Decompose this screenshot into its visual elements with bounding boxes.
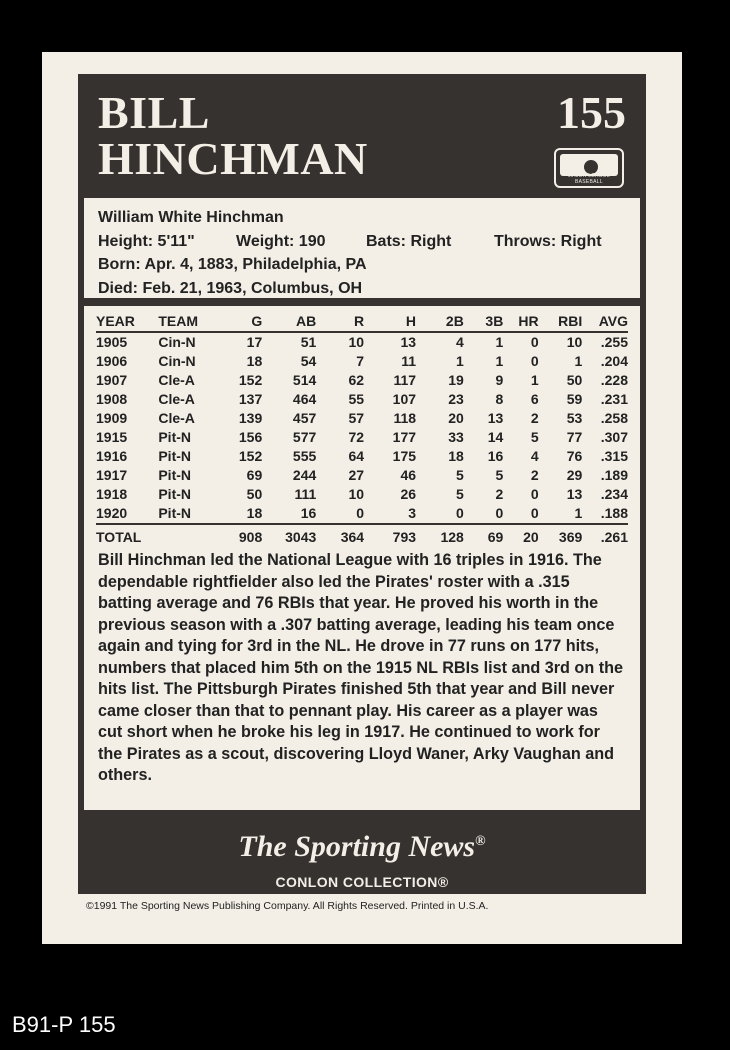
table-cell: .234	[600, 486, 628, 502]
table-cell: 1	[574, 353, 583, 369]
table-cell: 908	[238, 529, 263, 545]
table-cell: Pit-N	[158, 429, 192, 445]
table-cell: 55	[348, 391, 365, 407]
table-cell: 46	[400, 467, 417, 483]
table-cell: 64	[348, 448, 365, 464]
brand-name: The Sporting News	[238, 830, 476, 863]
table-cell: 10	[566, 334, 583, 350]
col-3b: 3B	[485, 313, 504, 329]
table-cell: 137	[238, 391, 263, 407]
table-cell: Cle-A	[158, 372, 195, 388]
table-cell: 0	[530, 505, 539, 521]
table-cell: 1	[530, 372, 539, 388]
table-cell: .231	[600, 391, 628, 407]
table-cell: 62	[348, 372, 365, 388]
col-avg: AVG	[598, 313, 628, 329]
col-year: YEAR	[96, 313, 135, 329]
table-cell: 7	[356, 353, 365, 369]
throws: Throws: Right	[494, 232, 602, 250]
player-name	[98, 87, 368, 184]
table-cell: 72	[348, 429, 365, 445]
col-team: TEAM	[158, 313, 199, 329]
table-cell: 3043	[285, 529, 317, 545]
sporting-news-logo	[78, 830, 646, 864]
table-cell: .228	[600, 372, 628, 388]
col-rbi: RBI	[558, 313, 583, 329]
table-cell: 18	[246, 505, 263, 521]
table-cell: 5	[530, 429, 539, 445]
inventory-label: B91-P 155	[12, 1012, 116, 1037]
career-summary: Bill Hinchman led the National League with 16 triples in 1916. The dependable rightfielder also led the Pirates' roster with a .315 batting average and 76 RBIs that year. He proved his worth in the previous season with a .307 batting average, leading his team once again and tying for 3rd in the NL. He drove in 77 runs on 177 hits, numbers that placed him 5th on the 1915 NL RBIs list and 3rd on the hits list. The Pittsburgh Pirates finished 5th that year and Bill never came closer than that to pennant play. His career as a player was cut short when he broke his leg in 1917. He continued to work for the Pirates as a scout, discovering Lloyd Waner, Arky Vaughan and others.	[84, 548, 640, 810]
table-cell: 793	[392, 529, 417, 545]
table-cell: 19	[448, 372, 464, 388]
table-cell: 364	[340, 529, 365, 545]
col-ab: AB	[296, 313, 317, 329]
height: Height: 5'11"	[98, 232, 195, 250]
table-cell: 13	[566, 486, 583, 502]
table-cell: 69	[487, 529, 504, 545]
table-cell: 9	[495, 372, 504, 388]
stats-table	[96, 312, 628, 549]
full-name: William White Hinchman	[98, 209, 284, 226]
table-cell: 57	[348, 410, 365, 426]
col-hr: HR	[518, 313, 539, 329]
table-cell: .307	[600, 429, 628, 445]
table-cell: 457	[292, 410, 317, 426]
table-cell: 26	[400, 486, 417, 502]
table-cell: 1908	[96, 391, 128, 407]
table-cell: 18	[448, 448, 464, 464]
col-g: G	[251, 313, 263, 329]
table-cell: 2	[530, 467, 539, 483]
table-row	[96, 466, 628, 485]
table-cell: Cle-A	[158, 410, 195, 426]
table-cell: 6	[530, 391, 539, 407]
table-cell: 1905	[96, 334, 128, 350]
bio-box	[84, 198, 640, 298]
card-panel	[78, 74, 646, 894]
table-cell: 16	[300, 505, 317, 521]
table-cell: Cin-N	[158, 353, 196, 369]
player-last-name: HINCHMAN	[98, 133, 368, 184]
table-cell: .204	[600, 353, 628, 369]
table-cell	[158, 524, 222, 549]
table-cell: 20	[523, 529, 539, 545]
stats-box	[84, 306, 640, 548]
table-cell: 111	[294, 486, 317, 502]
table-cell: 29	[566, 467, 583, 483]
table-cell: 69	[246, 467, 263, 483]
table-cell: 152	[238, 448, 263, 464]
stats-total-row	[96, 524, 628, 549]
table-cell: 23	[448, 391, 464, 407]
table-cell: Pit-N	[158, 448, 192, 464]
table-cell: 16	[487, 448, 504, 464]
table-cell: TOTAL	[96, 529, 142, 545]
table-cell: 51	[300, 334, 317, 350]
card-back	[42, 52, 682, 944]
card-number: 155	[557, 87, 626, 138]
table-cell: .189	[600, 467, 628, 483]
table-row	[96, 332, 628, 352]
table-cell: 8	[495, 391, 504, 407]
table-cell: 13	[487, 410, 504, 426]
table-row	[96, 504, 628, 524]
table-cell: Cin-N	[158, 334, 196, 350]
table-cell: 4	[530, 448, 539, 464]
table-cell: Pit-N	[158, 486, 192, 502]
table-cell: 1915	[96, 429, 128, 445]
table-cell: 1906	[96, 353, 128, 369]
table-cell: 33	[448, 429, 464, 445]
table-cell: 1916	[96, 448, 128, 464]
table-cell: Pit-N	[158, 467, 192, 483]
col-2b: 2B	[445, 313, 464, 329]
table-cell: 1	[456, 353, 464, 369]
table-cell: .315	[600, 448, 628, 464]
table-cell: Pit-N	[158, 505, 192, 521]
table-cell: 107	[392, 391, 417, 407]
table-cell: 20	[448, 410, 464, 426]
table-cell: 1917	[96, 467, 128, 483]
table-row	[96, 409, 628, 428]
stats-header-row	[96, 312, 628, 332]
table-cell: .258	[600, 410, 628, 426]
brand-registered-mark: ®	[475, 834, 486, 849]
table-cell: 139	[238, 410, 263, 426]
table-cell: 53	[566, 410, 583, 426]
table-row	[96, 447, 628, 466]
table-cell: 14	[487, 429, 504, 445]
table-cell: 156	[238, 429, 263, 445]
table-cell: 3	[408, 505, 417, 521]
table-cell: 1920	[96, 505, 128, 521]
table-cell: .261	[600, 529, 628, 545]
table-cell: 76	[566, 448, 583, 464]
bats: Bats: Right	[366, 232, 452, 250]
table-cell: 54	[300, 353, 317, 369]
table-cell: 1907	[96, 372, 128, 388]
table-cell: 369	[558, 529, 583, 545]
table-cell: 27	[348, 467, 365, 483]
table-row	[96, 428, 628, 447]
copyright-line: ©1991 The Sporting News Publishing Company. All Rights Reserved. Printed in U.S.A.	[86, 900, 489, 912]
table-cell: 175	[392, 448, 417, 464]
table-cell: 4	[456, 334, 464, 350]
table-cell: .255	[600, 334, 628, 350]
table-cell: 0	[456, 505, 464, 521]
table-cell: 0	[530, 334, 539, 350]
table-cell: 514	[292, 372, 317, 388]
table-cell: 13	[400, 334, 417, 350]
table-cell: 50	[246, 486, 263, 502]
table-row	[96, 352, 628, 371]
died: Died: Feb. 21, 1963, Columbus, OH	[98, 279, 363, 297]
table-cell: 77	[566, 429, 583, 445]
table-cell: 59	[566, 391, 583, 407]
table-cell: 2	[530, 410, 539, 426]
table-cell: 5	[456, 467, 464, 483]
table-cell: 1909	[96, 410, 128, 426]
col-r: R	[353, 313, 365, 329]
table-cell: 128	[440, 529, 464, 545]
table-cell: 5	[495, 467, 504, 483]
born: Born: Apr. 4, 1883, Philadelphia, PA	[98, 256, 367, 273]
table-row	[96, 485, 628, 504]
table-cell: 50	[566, 372, 583, 388]
table-cell: 577	[292, 429, 317, 445]
table-cell: 5	[456, 486, 464, 502]
table-cell: 1	[495, 353, 504, 369]
table-cell: 11	[401, 353, 417, 369]
conlon-collection: CONLON COLLECTION®	[275, 874, 449, 890]
table-cell: 464	[292, 391, 317, 407]
table-cell: Cle-A	[158, 391, 195, 407]
table-cell: 555	[292, 448, 317, 464]
table-row	[96, 371, 628, 390]
table-cell: 18	[246, 353, 263, 369]
player-first-name: BILL	[98, 87, 210, 138]
table-cell: 10	[348, 486, 365, 502]
table-cell: 1	[574, 505, 583, 521]
table-cell: 117	[393, 372, 417, 388]
weight: Weight: 190	[236, 232, 326, 250]
table-cell: 0	[530, 353, 539, 369]
table-cell: 0	[530, 486, 539, 502]
table-cell: 10	[348, 334, 365, 350]
table-cell: 2	[495, 486, 504, 502]
table-cell: 17	[246, 334, 263, 350]
table-row	[96, 390, 628, 409]
col-h: H	[405, 313, 417, 329]
table-cell: .188	[600, 505, 628, 521]
table-cell: 152	[238, 372, 263, 388]
table-cell: 1918	[96, 486, 128, 502]
table-cell: 118	[393, 410, 417, 426]
table-cell: 0	[495, 505, 504, 521]
table-cell: 244	[292, 467, 317, 483]
table-cell: 0	[356, 505, 365, 521]
table-cell: 177	[392, 429, 417, 445]
table-cell: 1	[495, 334, 504, 350]
mlb-logo-text: MAJOR LEAGUE BASEBALL	[567, 173, 611, 185]
mlb-logo-icon	[554, 148, 624, 188]
